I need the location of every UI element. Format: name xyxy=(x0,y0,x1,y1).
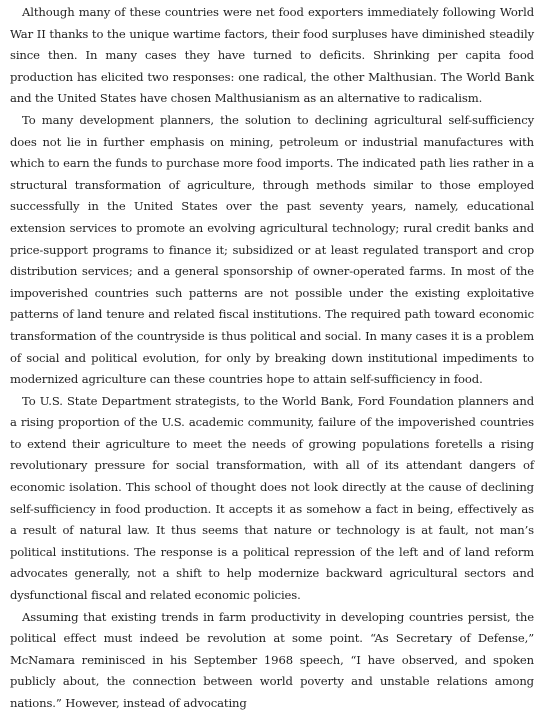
paragraph-4: Assuming that existing trends in farm productivity in developing countries persist, the political effect must indeed be revolution at some point. “As Secretary of Defense,” McNamara reminisced in his September 1968 speech, “I have observed, and spoken publicly about, the connection between world poverty and unstable relations among nations.” However, instead of advocating xyxy=(10,609,534,710)
paragraph-1: Although many of these countries were net food exporters immediately following World War II thanks to the unique wartime factors, their food surpluses have diminished steadily since then. In many cases they have turned to deficits. Shrinking per capita food production has elicited two responses: one radical, the other Malthusian. The World Bank and the United States have chosen Malthusianism as an alternative to radicalism. xyxy=(10,5,534,106)
paragraph-2: To many development planners, the solution to declining agricultural self-sufficiency does not lie in further emphasis on mining, petroleum or industrial manufactures with which to earn the funds to purchase more food imports. The indicated path lies rather in a structural transformation of agriculture, through methods similar to those employed successfully in the United States over the past seventy years, namely, educational extension services to promote an evolving agricultural technology; rural credit banks and price-support programs to finance it; subsidized or at least regulated transport and crop distribution services; and a general sponsorship of owner-operated farms. In most of the impoverished countries such patterns are not possible under the existing exploitative patterns of land tenure and related fiscal institutions. The required path toward economic transformation of the countryside is thus political and social. In many cases it is a problem of social and political evolution, for only by breaking down institutional impediments to modernized agriculture can these countries hope to attain self-sufficiency in food. xyxy=(10,112,534,387)
paragraph-3: To U.S. State Department strategists, to the World Bank, Ford Foundation planners and a rising proportion of the U.S. academic community, failure of the impoverished countries to extend their agriculture to meet the needs of growing populations foretells a rising revolutionary pressure for social transformation, with all of its attendant dangers of economic isolation. This school of thought does not look directly at the cause of declining self-sufficiency in food production. It accepts it as somehow a fact in being, effectively as a result of natural law. It thus seems that nature or technology is at fault, not man’s political institutions. The response is a political repression of the left and of land reform advocates generally, not a shift to help modernize backward agricultural sectors and dysfunctional fiscal and related economic policies. xyxy=(10,393,534,603)
